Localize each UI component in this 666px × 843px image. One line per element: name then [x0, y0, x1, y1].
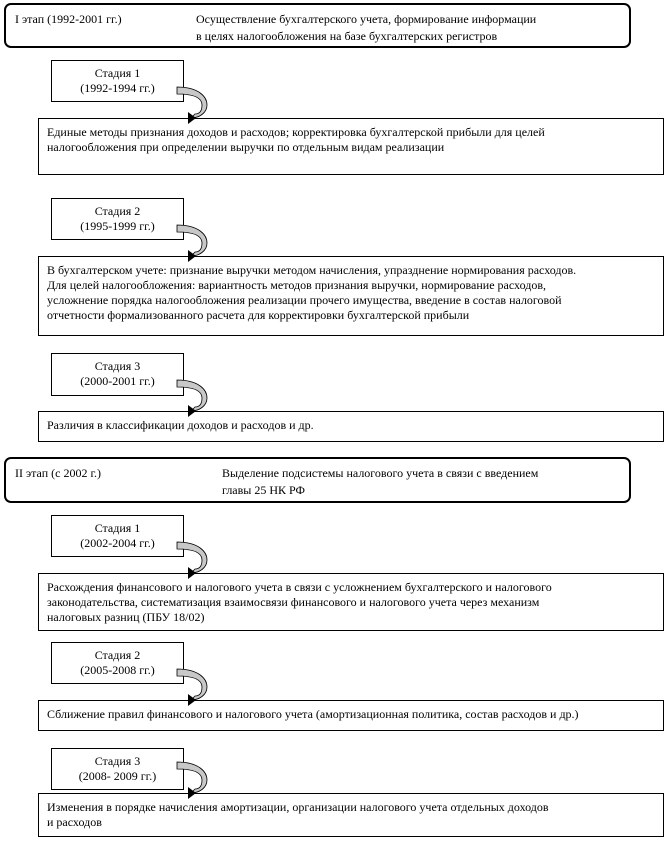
- stage-1-header: [4, 3, 631, 48]
- stage-2-header: [4, 457, 631, 503]
- stage-2-substage-2-content: Сближение правил финансового и налогового учета (амортизационная политика, состав расходов и др.): [38, 700, 664, 731]
- stage-1-substage-2-content: В бухгалтерском учете: признание выручки методом начисления, упразднение нормирования расходов. Для целей налогообложения: вариантность методов признания выручки, нормирование расходов, усложнение порядка налогообложения реализации прочего имущества, введение в состав налоговой отчетности формализованного расчета для корректировки бухгалтерской прибыли: [38, 256, 664, 336]
- stage-1-substage-1-title: Стадия 1 (1992-1994 гг.): [51, 60, 184, 102]
- stage-1-label: I этап (1992-2001 гг.): [15, 12, 122, 26]
- stage-2-substage-2-title: Стадия 2 (2005-2008 гг.): [51, 642, 184, 684]
- stage-2-description: Выделение подсистемы налогового учета в связи с введением главы 25 НК РФ: [222, 466, 539, 497]
- stage-1-substage-2-title: Стадия 2 (1995-1999 гг.): [51, 198, 184, 240]
- stage-2-substage-3-title: Стадия 3 (2008- 2009 гг.): [51, 748, 184, 790]
- stage-1-substage-3-content: Различия в классификации доходов и расходов и др.: [38, 411, 664, 442]
- stage-1-substage-1-content: Единые методы признания доходов и расходов; корректировка бухгалтерской прибыли для целей налогообложения при определении выручки по отдельным видам реализации: [38, 118, 664, 175]
- stage-1-substage-3-title: Стадия 3 (2000-2001 гг.): [51, 353, 184, 396]
- stage-2-substage-1-title: Стадия 1 (2002-2004 гг.): [51, 515, 184, 557]
- stage-2-substage-3-content: Изменения в порядке начисления амортизации, организации налогового учета отдельных доходов и расходов: [38, 793, 664, 837]
- stage-2-label: II этап (с 2002 г.): [15, 466, 102, 480]
- stage-1-description: Осуществление бухгалтерского учета, формирование информации в целях налогообложения на базе бухгалтерских регистров: [196, 12, 537, 43]
- stage-2-substage-1-content: Расхождения финансового и налогового учета в связи с усложнением бухгалтерского и налогового законодательства, систематизация взаимосвязи финансового и налогового учета через механизм налоговых разниц (ПБУ 18/02): [38, 573, 664, 631]
